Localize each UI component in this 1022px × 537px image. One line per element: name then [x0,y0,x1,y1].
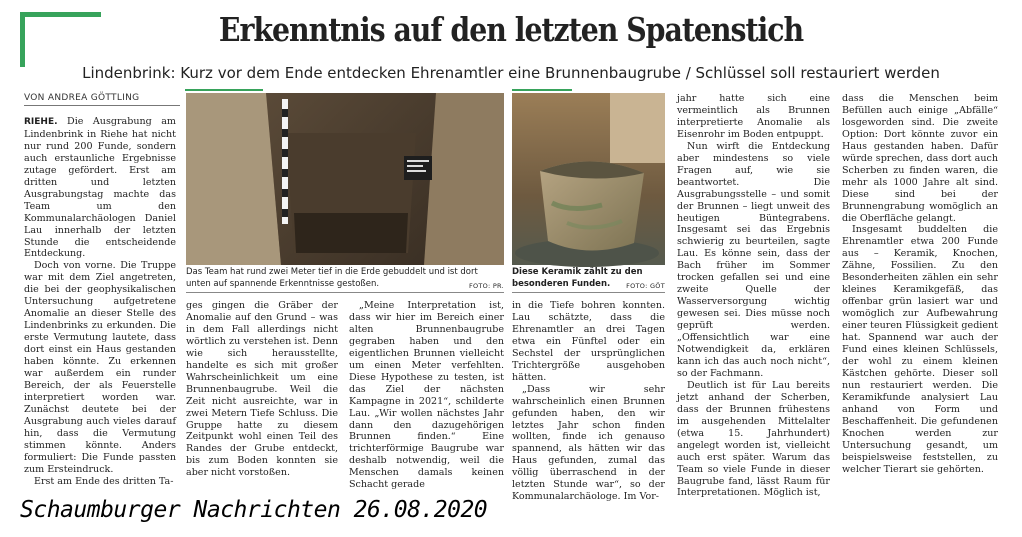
headline: Erkenntnis auf den letzten Spatenstich [218,10,804,49]
column-5-paragraph-1: jahr hatte sich eine vermeintlich als Brunnen interpretierte Anomalie als Eisenrohr im Boden entpuppt. [677,93,830,140]
article-column-2 [186,300,338,490]
excavation-photo [186,93,504,265]
byline: VON ANDREA GÖTTLING [24,93,140,103]
column-4-paragraph-1: in die Tiefe bohren konnten. Lau schätzte, dass die Ehrenamtler an drei Tagen etwa ein Fünftel oder ein Sechstel der ursprünglichen Trichtergröße ausgehoben hätten. [512,300,665,383]
article-column-4 [512,300,665,503]
subheadline: Lindenbrink: Kurz vor dem Ende entdecken Ehrenamtler eine Brunnenbaugrube / Schlüssel soll restauriert werden [82,64,940,82]
column-1-paragraph-3: Erst am Ende des dritten Ta- [34,475,174,487]
dateline: RIEHE. [24,117,58,127]
column-2-paragraph-1: ges gingen die Gräber der Anomalie auf den Grund – was in dem Fall allerdings nicht wörtlich zu verstehen ist. Denn wie sich herausstellte, handelte es sich mit großer Wahrscheinlichkeit um eine Brunnenbaugrube. Weil die Zeit nicht ausreichte, war in zwei Metern Tiefe Schluss. Die Gruppe hatte zu diesem Zeitpunkt wohl einen Teil des Randes der Grube entdeckt, bis zum Boden konnten sie aber nicht vorstoßen. [186,300,338,479]
excavation-pit-image [186,93,504,265]
photo-1-caption-rule [186,292,504,293]
article-column-6 [842,93,998,490]
find-label-board [404,156,432,180]
ceramic-vessel-image [512,93,665,265]
article-column-1 [24,116,176,490]
column-4-paragraph-2: „Dass wir sehr wahrscheinlich einen Brunnen gefunden haben, den wir letztes Jahr schon finden wollten, finde ich genauso spannend, als hätten wir das Haus gefunden, zumal das völlig überraschend in der letzten Stunde war“, so der Kommunalarchäologe. Im Vor- [512,383,665,503]
column-3-paragraph-1: „Meine Interpretation ist, dass wir hier im Bereich einer alten Brunnenbaugrube gegraben haben und den eigentlichen Brunnen vielleicht um einen Meter verfehlten. Diese Hypothese zu testen, ist das Ziel der nächsten Kampagne in 2021“, schilderte Lau. „Wir wollen nächstes Jahr dann den dazugehörigen Brunnen finden.“ Eine trichterförmige Baugrube war deshalb notwendig, weil die Menschen damals keinen Schacht gerade [349,300,504,491]
source-label: Schaumburger Nachrichten 26.08.2020 [20,497,488,523]
top-rule-right [512,89,572,91]
photo-1-caption [186,267,504,292]
column-6-paragraph-2: Insgesamt buddelten die Ehrenamtler etwa 200 Funde aus – Keramik, Knochen, Zähne, Fossilien. Zu den Besonderheiten zählen ein sehr kleines Keramikgefäß, das offenbar grün lasiert war und womöglich zur Aufbewahrung einer teuren Flüssigkeit gedient hat. Spannend war auch der Fund eines kleinen Schlüssels, der wohl zu einem kleinen Kästchen gehörte. Dieser soll nun restauriert werden. Die Keramikfunde analysiert Lau anhand von Form und Beschaffenheit. Die gefundenen Knochen werden zur Untersuchung gesandt, um beispielsweise feststellen, zu welcher Tierart sie gehörten. [842,224,998,475]
photo-1-credit: FOTO: PR. [468,281,504,290]
ceramic-photo [512,93,665,265]
column-1-paragraph-1 [24,116,176,260]
column-1-paragraph-2: Doch von vorne. Die Truppe war mit dem Ziel angetreten, die bei der geophysikalischen Untersuchung aufgetretene Anomalie an dieser Stelle des Lindenbrinks zu erkunden. Die erste Vermutung lautete, dass dort einst ein Haus gestanden haben könnte. Zu erkennen war außerdem ein runder Bereich, der als Feuerstelle interpretiert worden war. Zunächst deutete bei der Ausgrabung auch vieles darauf hin, dass die Vermutung stimmen könnte. Anders formuliert: Die Funde passten zum Ersteindruck. [24,260,176,475]
photo-1-caption-text: Das Team hat rund zwei Meter tief in die Erde gebuddelt und ist dort unten auf spannende Erkenntnisse gestoßen. [186,267,478,289]
column-5-paragraph-3: Deutlich ist für Lau bereits jetzt anhand der Scherben, dass der Brunnen frühestens im ausgehenden Mittelalter (etwa 15. Jahrhundert) angelegt worden ist, vielleicht auch erst später. Warum das Team so viele Funde in dieser Baugrube fand, lässt Raum für Interpretationen. Möglich ist, [677,379,830,499]
measuring-staff [282,99,288,224]
article-column-5 [677,93,830,499]
top-rule-left [185,89,263,91]
photo-2-credit: FOTO: GÖT [626,281,665,290]
photo-2-caption-rule [512,292,665,293]
column-6-paragraph-1: dass die Menschen beim Befüllen auch einige „Abfälle“ losgeworden sind. Die zweite Option: Dort könnte zuvor ein Haus gestanden haben. Dafür würde sprechen, dass dort auch Scherben zu finden waren, die mehr als 1000 Jahre alt sind. Diese sind bei der Brunnengrabung womöglich an die Oberfläche gelangt. [842,93,998,224]
byline-rule [24,105,180,106]
photo-2-caption-text: Diese Keramik zählt zu den besonderen Funden. [512,267,643,289]
photo-2-caption [512,267,665,292]
article-column-3 [349,300,504,490]
column-5-paragraph-2: Nun wirft die Entdeckung aber mindestens so viele Fragen auf, wie sie beantwortet. Die Ausgrabungsstelle – und somit der Brunnen – liegt unweit des heutigen Büntegrabens. Insgesamt sei das Ergebnis schwierig zu beurteilen, sagte Lau. Es könne sein, dass der Bach früher im Sommer trocken gefallen sei und eine zweite Quelle der Wasserversorgung wichtig gewesen sei. Dies müsse noch geprüft werden. „Offensichtlich war eine Notwendigkeit da, erklären kann ich das auch noch nicht“, so der Fachmann. [677,140,830,379]
column-1-text-1: Die Ausgrabung am Lindenbrink in Riehe hat nicht nur rund 200 Funde, sondern auch erstaunliche Ergebnisse zutage gefördert. Erst am dritten und letzten Ausgrabungstag machte das Team um den Kommunalarchäologen Daniel Lau innerhalb der letzten Stunde die entscheidende Entdeckung. [24,116,176,260]
